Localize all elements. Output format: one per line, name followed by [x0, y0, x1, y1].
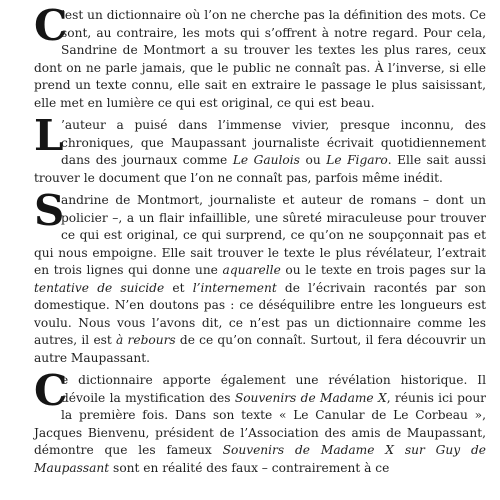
text-segment: et	[164, 280, 193, 295]
text-segment: de ce qu’on connaît. Surtout, il fera découvrir un autre Maupassant.	[34, 333, 486, 365]
text-segment: ’est un dictionnaire où l’on ne cherche pas la définition des mots. Ce sont, au contraire, les mots qui s’offrent à notre regard. Pour cela, Sandrine de Montmort a su trouver les textes les plus rares, ceux dont on ne parle jamais, que le public ne connaît pas. À l’inverse, si elle prend un texte connu, elle sait en extraire le passage le plus saisissant, elle met en lumière ce qui est original, ce qui est beau.	[34, 8, 486, 110]
drop-cap: C	[34, 366, 68, 415]
text-segment: . Elle sait aussi trouver le document que l’on ne connaît pas, parfois même inédit.	[34, 153, 486, 185]
text-segment: ou	[299, 153, 327, 167]
text-segment: e dictionnaire apporte également une révélation historique. Il dévoile la mystification des	[61, 373, 486, 405]
italic-title: Le Figaro	[326, 153, 388, 167]
paragraph-4	[34, 366, 486, 477]
drop-cap: S	[34, 186, 65, 235]
italic-title: Souvenirs de Madame X sur Guy de Maupassant	[34, 443, 486, 475]
drop-cap: L	[34, 111, 64, 160]
drop-cap: C	[34, 1, 68, 50]
text-segment: de l’écrivain racontés par son domestique. N’en doutons pas : ce déséquilibre entre les longueurs est voulu. Nous vous l’avons dit, ce n’est pas un dictionnaire comme les autres, il est	[34, 280, 486, 347]
italic-title: Le Gaulois	[232, 153, 300, 167]
italic-word: aquarelle	[222, 263, 281, 277]
italic-phrase: tentative de suicide	[34, 280, 165, 295]
text-segment: andrine de Montmort, journaliste et auteur de romans – dont un policier –, a un flair infaillible, une sûreté miraculeuse pour trouver ce qui est original, ce qui surprend, ce qu’on ne soupçonnait pas et qui nous empoigne. Elle sait trouver le texte le plus révélateur, l’extrait en trois lignes qui donne une	[34, 193, 486, 277]
text-segment: ou le texte en trois pages sur la	[280, 263, 486, 277]
italic-phrase: à rebours	[116, 333, 176, 347]
body-text	[34, 1, 486, 482]
text-segment: ’auteur a puisé dans l’immense vivier, presque inconnu, des chroniques, que Maupassant journaliste écrivait quotidiennement dans des journaux comme	[61, 118, 486, 167]
paragraph-3	[34, 186, 486, 367]
text-segment: , réunis ici pour la première fois. Dans son texte « Le Canular de Le Corbeau », Jacques Bienvenu, président de l’Association des amis de Maupassant, démontre que les fameux	[34, 390, 486, 457]
italic-phrase: l’internement	[192, 280, 277, 295]
paragraph-2	[34, 111, 486, 187]
italic-title: Souvenirs de Madame X	[234, 390, 387, 405]
text-segment: sont en réalité des faux – contrairement à ce	[109, 460, 390, 475]
paragraph-1	[34, 1, 486, 112]
